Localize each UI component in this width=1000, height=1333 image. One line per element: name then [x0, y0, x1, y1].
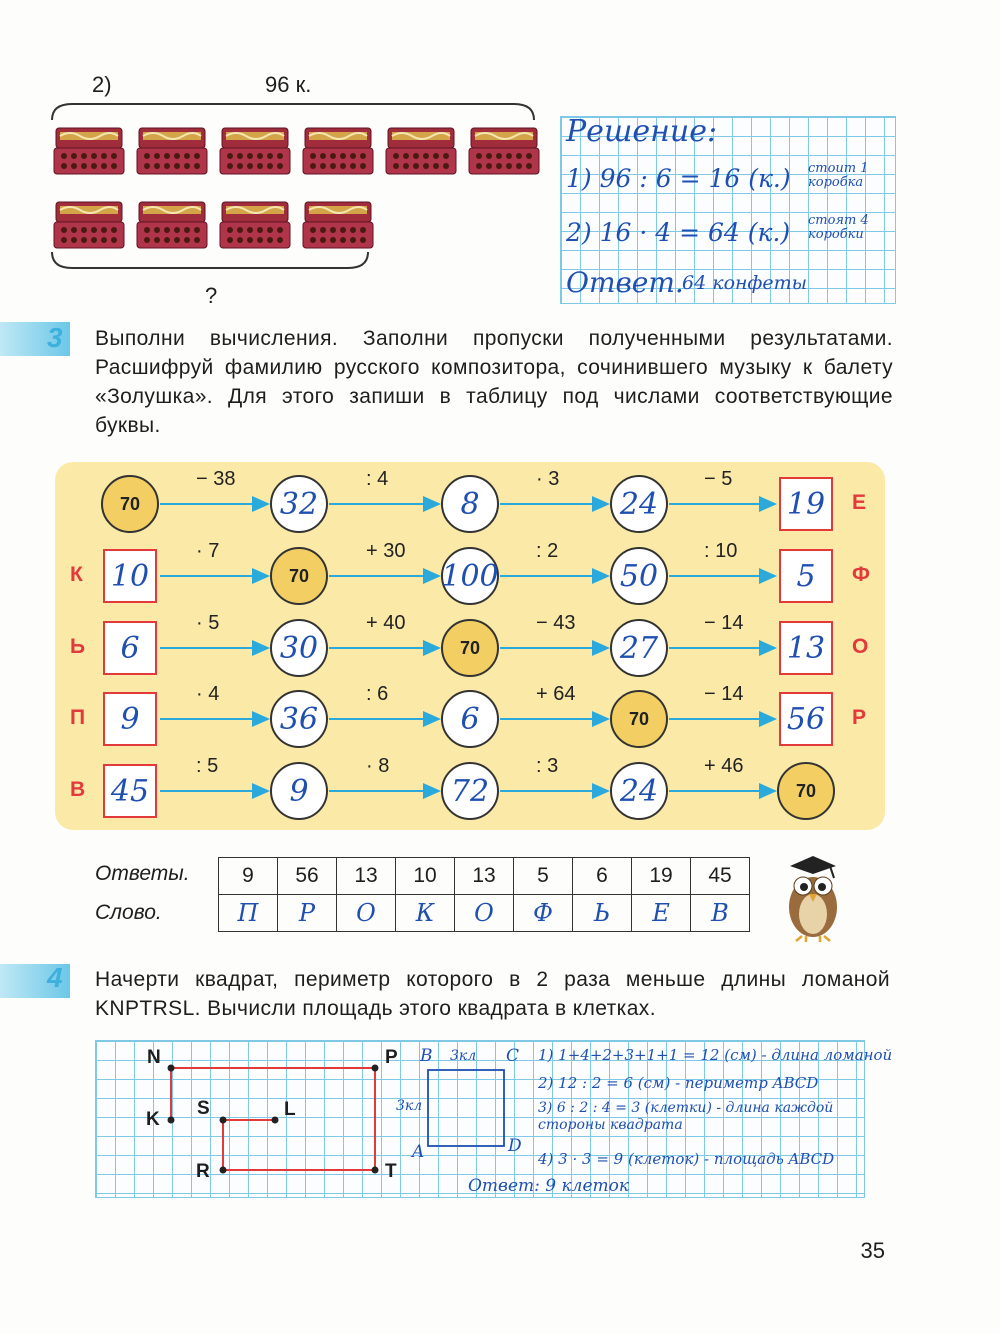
operation-label: : 4 [366, 468, 389, 490]
filled-value: 13 [786, 630, 826, 666]
task4-solution-line1: 1) 1+4+2+3+1+1 = 12 (см) - длина ломаной [538, 1046, 893, 1064]
filled-value: 32 [279, 486, 319, 522]
answer-cell: 13 [337, 858, 396, 895]
cipher-letter-left: К [70, 563, 83, 586]
cipher-letter-right: Е [852, 491, 867, 514]
operation-label: · 3 [536, 468, 560, 490]
task2-solution-line2: 2) 16 · 4 = 64 (к.) [566, 218, 791, 247]
operation-label: − 14 [704, 683, 744, 705]
cipher-letter-left: В [70, 778, 86, 801]
cipher-letter-right: Р [852, 706, 867, 729]
operation-label: · 4 [196, 683, 220, 705]
point-k: K [146, 1109, 160, 1130]
word-label: Слово. [95, 901, 162, 924]
point-n: N [147, 1047, 161, 1068]
answer-cell: 6 [573, 858, 632, 895]
square-label-d: D [508, 1136, 522, 1156]
task3-text: Выполни вычисления. Заполни пропуски полученными результатами. Расшифруй фамилию русского композитора, сочинившего музыку к балету «Золушка». Для этого запиши в таблицу под числами соответствующие буквы. [95, 327, 893, 437]
given-value: 70 [459, 637, 481, 658]
operation-label: − 43 [536, 612, 576, 634]
word-cell[interactable]: В [691, 895, 750, 932]
point-p: P [385, 1047, 398, 1068]
task2-solution-heading: Решение: [566, 114, 718, 149]
answer-cell: 5 [514, 858, 573, 895]
answer-cell: 9 [219, 858, 278, 895]
task4-answer: Ответ: 9 клеток [468, 1176, 630, 1196]
square-label-c: C [506, 1046, 520, 1066]
filled-value: 9 [289, 773, 309, 809]
square-label-b: B [420, 1046, 433, 1066]
task4-number: 4 [47, 962, 63, 993]
answer-cell: 56 [278, 858, 337, 895]
word-cell[interactable]: Ф [514, 895, 573, 932]
word-cell[interactable]: О [337, 895, 396, 932]
answers-label: Ответы. [95, 862, 190, 885]
given-value: 70 [119, 493, 141, 514]
point-r: R [196, 1161, 210, 1182]
task4-solution-line2: 2) 12 : 2 = 6 (см) - периметр ABCD [538, 1074, 819, 1092]
given-value: 70 [795, 780, 817, 801]
word-cell[interactable]: Е [632, 895, 691, 932]
operation-label: + 40 [366, 612, 406, 634]
operation-label: · 7 [196, 540, 220, 562]
task3-number: 3 [47, 322, 63, 353]
operation-label: · 5 [196, 612, 220, 634]
filled-value: 24 [619, 486, 659, 522]
operation-label: − 14 [704, 612, 744, 634]
task2-total: 96 к. [265, 72, 312, 97]
filled-value: 24 [619, 773, 659, 809]
filled-value: 27 [619, 630, 659, 666]
square-side-top: 3кл [450, 1048, 477, 1064]
operation-label: − 38 [196, 468, 236, 490]
operation-label: : 3 [536, 755, 559, 777]
task2-label: 2) [92, 72, 112, 97]
given-value: 70 [288, 565, 310, 586]
filled-value: 50 [619, 558, 659, 594]
filled-value: 30 [279, 630, 319, 666]
point-l: L [284, 1099, 296, 1120]
word-cell[interactable]: П [219, 895, 278, 932]
answer-cell: 10 [396, 858, 455, 895]
answer-cell: 19 [632, 858, 691, 895]
task4-solution-line4: 4) 3 · 3 = 9 (клеток) - площадь ABCD [538, 1150, 835, 1168]
page-number: 35 [860, 1238, 885, 1263]
answer-cell: 45 [691, 858, 750, 895]
word-cell[interactable]: Р [278, 895, 337, 932]
task4-text: Начерти квадрат, периметр которого в 2 раза меньше длины ломаной KNPTRSL. Вычисли площадь этого квадрата в клетках. [95, 968, 890, 1020]
point-s: S [197, 1098, 210, 1119]
task2-question: ? [205, 283, 218, 308]
filled-value: 45 [110, 773, 150, 809]
filled-value: 8 [460, 486, 480, 522]
task2-answer-value: 64 конфеты [682, 272, 808, 294]
cipher-letter-right: О [852, 635, 869, 658]
word-cell[interactable]: К [396, 895, 455, 932]
point-t: T [385, 1161, 397, 1182]
word-cell[interactable]: Ь [573, 895, 632, 932]
answer-cell: 13 [455, 858, 514, 895]
operation-label: : 10 [704, 540, 738, 562]
filled-value: 6 [460, 701, 480, 737]
operation-label: − 5 [704, 468, 733, 490]
filled-value: 56 [786, 701, 826, 737]
task2-answer-label: Ответ. [566, 266, 684, 299]
cipher-letter-left: П [70, 706, 86, 729]
operation-label: + 30 [366, 540, 406, 562]
operation-label: : 5 [196, 755, 219, 777]
filled-value: 100 [441, 558, 499, 594]
operation-label: · 8 [366, 755, 390, 777]
filled-value: 36 [279, 701, 319, 737]
given-value: 70 [628, 708, 650, 729]
square-side-left: 3кл [396, 1098, 423, 1114]
filled-value: 19 [786, 486, 826, 522]
task2-solution-line2-note: стоят 4 коробки [808, 213, 869, 242]
filled-value: 5 [796, 558, 816, 594]
operation-label: + 46 [704, 755, 744, 777]
operation-label: : 2 [536, 540, 559, 562]
cipher-letter-right: Ф [852, 563, 870, 586]
operation-label: : 6 [366, 683, 389, 705]
square-label-a: A [412, 1142, 425, 1162]
operation-label: + 64 [536, 683, 576, 705]
task2-solution-line1-note: стоит 1 коробка [808, 161, 869, 190]
word-cell[interactable]: О [455, 895, 514, 932]
filled-value: 72 [450, 773, 490, 809]
task2-solution-line1: 1) 96 : 6 = 16 (к.) [566, 164, 791, 193]
cipher-letter-left: Ь [70, 635, 86, 658]
filled-value: 10 [110, 558, 150, 594]
filled-value: 9 [120, 701, 140, 737]
filled-value: 6 [120, 630, 140, 666]
task4-solution-line3: 3) 6 : 2 : 4 = 3 (клетки) - длина каждой стороны квадрата [538, 1100, 834, 1133]
